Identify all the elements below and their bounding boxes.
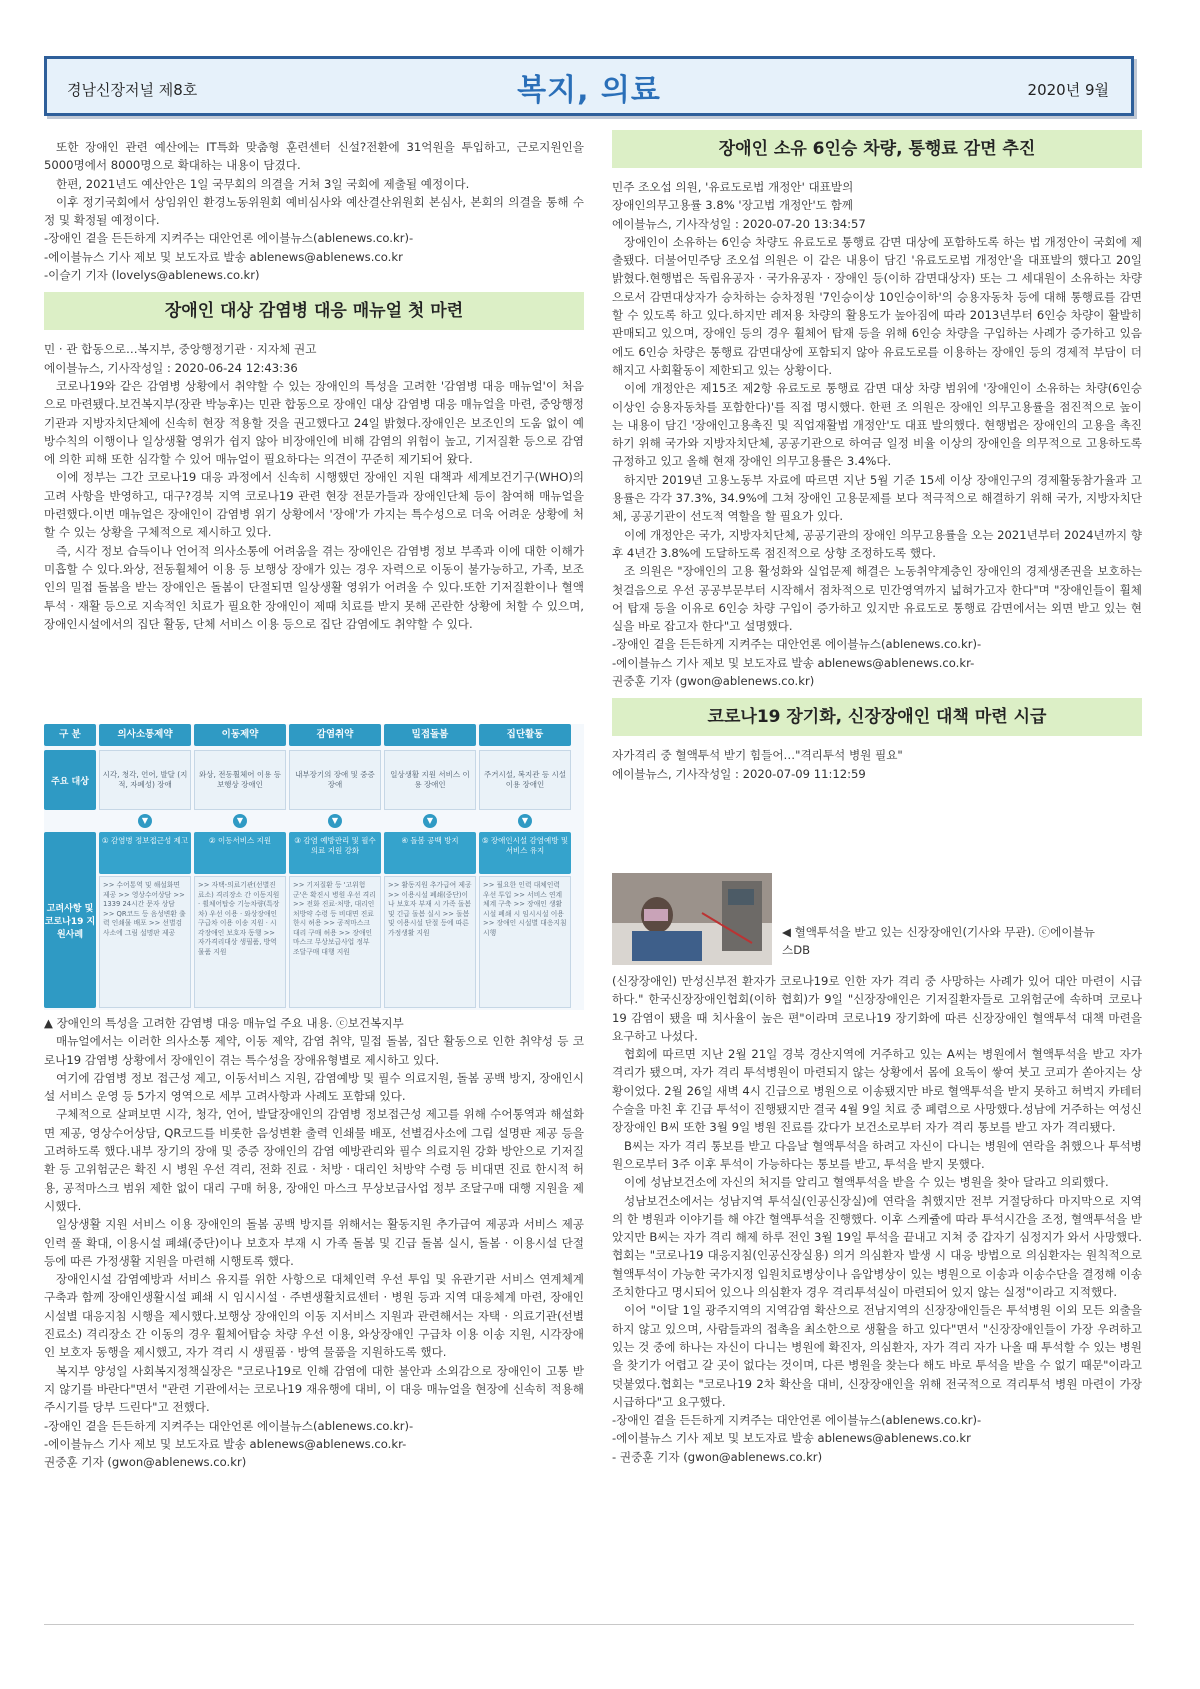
article-paragraph: 여기에 감염병 정보 접근성 제고, 이동서비스 지원, 감염예방 및 필수 의료지원, 돌봄 공백 방지, 장애인시설 서비스 운영 등 5가지 영역으로 세부 고려사항과 사례도 포함돼 있다. [44, 1070, 584, 1104]
issue-date: 2020년 9월 [1027, 81, 1109, 99]
section-title: 복지, 의료 [517, 73, 661, 108]
target-box: 일상생활 지원 서비스 이용 장애인 [384, 750, 476, 810]
article-paragraph: 구체적으로 살펴보면 시각, 청각, 언어, 발달장애인의 감염병 정보접근성 제고를 위해 수어통역과 해설화면 제공, 영상수어상담, QR코드를 비롯한 음성변환 출력 인쇄물 배포, 선별검사소에 그림 설명판 제공 등을 고려하도록 했다.내부 장기의 장애 및 중증 장애인의 감염 예방관리와 필수 의료지원 강화 방안으로 기저질환 등 고위험군은 확진 시 병원 우선 격리, 전화 진료 · 처방 · 대리인 처방약 수령 등 비대면 진료 한시적 허용, 공적마스크 범위 제한 없이 대리 구매 허용, 장애인 마스크 무상보급사업 정부 조달구매 대행 지원을 제시했다. [44, 1107, 584, 1213]
target-box: 주거시설, 복지관 등 시설 이용 장애인 [479, 750, 571, 810]
right-column-continued [612, 972, 1142, 1466]
chevron-down-icon: ▼ [138, 814, 152, 828]
article-paragraph: 성남보건소에서는 성남지역 투석실(인공신장실)에 연락을 취했지만 전부 거절당하다 마지막으로 지역의 한 병원과 이야기를 해 야간 혈액투석을 진행했다. 이후 스케쥴에 따라 투석시간을 조정, 혈액투석을 받았지만 B씨는 자가 격리 해제 하루 전인 3월 19일 투석을 끝내고 지쳐 중 갑자기 심정지가 와서 사망했다.협회는 "코로나19 대응지침(인공신장실용) 의거 의심환자 발생 시 대응 방법으로 의심환자는 원칙적으로 혈액투석이 가능한 국가지정 입원치료병상이나 음압병상이 있는 병원으로 이송과 이송수단을 결정해 이송 조치한다고 명시되어 있으나 의심환자 경우 격리투석실이 마련되어 있지 않는 실정"이라고 지적했다. [612, 1193, 1142, 1300]
credit-line: -에이블뉴스 기사 제보 및 보도자료 발송 ablenews@ablenews.co.kr [44, 249, 403, 264]
footer-divider [44, 1624, 1134, 1625]
article-paragraph: (신장장애인) 만성신부전 환자가 코로나19로 인한 자가 격리 중 사망하는 사례가 있어 대안 마련이 시급하다." 한국신장장애인협회(이하 협회)가 9일 "신장장애인은 기저질환자들로 고위험군에 속하며 코로나19 감염이 됐을 때 치사율이 높은 편"이라며 코로나19 장기화에 따른 신장장애인 혈액투석 대책 마련을 요구하고 나섰다. [612, 974, 1142, 1043]
article-paragraph: 즉, 시각 정보 습득이나 언어적 의사소통에 어려움을 겪는 장애인은 감염병 정보 부족과 이에 대한 이해가 미흡할 수 있다.와상, 전동휠체어 이용 등 보행상 장애가 있는 경우 자력으로 이동이 불가능하고, 가족, 보조인의 밀접 돌봄을 받는 장애인은 돌봄이 단절되면 일상생활 영위가 어려울 수 있다.또한 기저질환이나 혈액 투석 · 재활 등으로 지속적인 치료가 필요한 장애인이 제때 치료를 받지 못해 곤란한 상황에 처할 수 있으며, 장애인시설에서의 집단 활동, 단체 서비스 이용 등으로 집단 감염에도 취약할 수 있다. [44, 543, 584, 631]
infographic-header: 구 분 [44, 724, 96, 746]
topic-box: ③ 감염 예방관리 및 필수 의료 지원 강화 [289, 832, 381, 874]
article-paragraph: 이에 정부는 그간 코로나19 대응 과정에서 신속히 시행했던 장애인 지원 대책과 세계보건기구(WHO)의 고려 사항을 반영하고, 대구?경북 지역 코로나19 관련 현장 전문가들과 장애인단체 등이 참여해 매뉴얼을 마련했다.이번 매뉴얼은 장애인이 감염병 위기 상황에서 '장애'가 가지는 특수성으로 더욱 어려운 상황에 처할 수 있는 상황을 구체적으로 제시하고 있다. [44, 470, 584, 540]
photo-caption: ◀ 혈액투석을 받고 있는 신장장애인(기사와 무관). ⓒ에이블뉴스DB [782, 925, 1095, 958]
article-paragraph: 조 의원은 "장애인의 고용 활성화와 실업문제 해결은 노동취약계층인 장애인의 경제생존권을 보호하는 첫걸음으로 우선 공공부문부터 시작해서 점차적으로 민간영역까지 넓혀가고자 한다"며 "장애인들이 휠체어 탑재 등을 이유로 6인승 차량 구입이 증가하고 있지만 유료도로 통행료 감면에서는 외면 받고 있는 현실을 바로 잡고자 한다"고 설명했다. [612, 564, 1142, 634]
infographic-header: 밀접돌봄 [384, 724, 476, 746]
infographic-header: 이동제약 [194, 724, 286, 746]
article-paragraph: 장애인이 소유하는 6인승 차량도 유료도로 통행료 감면 대상에 포함하도록 하는 법 개정안이 국회에 제출됐다. 더불어민주당 조오섭 의원은 이 같은 내용이 담긴 '유료도로법 개정안'을 대표발의 했다고 20일 밝혔다.현행법은 독립유공자 · 국가유공자 · 장애인 등(이하 감면대상자) 또는 그 세대원이 소유하는 차량으로서 감면대상자가 승차하는 승차정원 '7인승이상 10인승이하'의 승용자동차 등에 대해 통행료를 감면할 수 있도록 하고 있다.하지만 레저용 차량의 활용도가 높아짐에 따라 2013년부터 6인승 차량이 활발히 판매되고 있으며, 장애인 등의 경우 휠체어 탑재 등을 위해 6인승 차량을 구입하는 사례가 증가하고 있음에도 6인승 차량은 통행료 감면대상에 포함되지 않아 유료도로를 이용하는 장애인 등의 경제적 부담이 더해지고 사회활동이 제한되고 있는 상황이다. [612, 234, 1142, 377]
article-paragraph: 이에 성남보건소에 자신의 처지를 알리고 혈액투석을 받을 수 있는 병원을 찾아 달라고 의뢰했다. [624, 1175, 1109, 1190]
credit-line: -이슬기 기자 (lovelys@ablenews.co.kr) [44, 268, 260, 283]
infographic-header-row [44, 724, 574, 746]
article-title-vehicle: 장애인 소유 6인승 차량, 통행료 감면 추진 [612, 130, 1142, 168]
chevron-down-icon: ▼ [328, 814, 342, 828]
credit-line: -장애인 곁을 든든하게 지켜주는 대안언론 에이블뉴스(ablenews.co.kr)- [44, 1418, 414, 1433]
article-subtitle: 민주 조오섭 의원, '유료도로법 개정안' 대표발의 [612, 180, 854, 194]
article-title-kidney: 코로나19 장기화, 신장장애인 대책 마련 시급 [612, 698, 1142, 736]
article-dateline: 에이블뉴스, 기사작성일 : 2020-07-20 13:34:57 [612, 216, 866, 231]
chevron-down-icon: ▼ [518, 814, 532, 828]
chevron-down-icon: ▼ [233, 814, 247, 828]
dialysis-photo [612, 873, 772, 965]
target-box: 와상, 전동휠체어 이용 등 보행상 장애인 [194, 750, 286, 810]
article-paragraph: 협회에 따르면 지난 2월 21일 경북 경산지역에 거주하고 있는 A씨는 병원에서 혈액투석을 받고 자가 격리가 됐으며, 자가 격리 투석병원이 마련되지 않는 상황에서 몸에 요독이 쌓여 붓고 코피가 쏟아지는 상황이었다. 2월 26일 새벽 4시 긴급으로 병원으로 이송됐지만 바로 혈액투석을 받지 못하고 허벅지 카테터 수술을 마친 후 긴급 투석이 진행됐지만 결국 4월 9일 치료 중 폐렴으로 사망했다.성남에 거주하는 여성신장장애인 B씨 또한 3월 9일 병원 진료를 갔다가 보건소로부터 자가 격리 통보를 받고 자가 격리됐다. [612, 1047, 1142, 1135]
photo-illustration [612, 873, 772, 965]
infographic-header: 집단활동 [479, 724, 571, 746]
target-box: 내부장기의 장애 및 중증 장애 [289, 750, 381, 810]
detail-box: >> 자택-의료기관(선별진료소) 격리장소 간 이동지원 · 휠체어탑승 기능차량(특장차) 우선 이용 · 와상장애인 구급차 이용 이송 지원 · 시각장애인 보호자 동행 >> 자가격리대상 생필품, 방역물품 지원 [194, 876, 286, 1008]
infographic-header: 의사소통제약 [99, 724, 191, 746]
article-paragraph: 장애인시설 감염예방과 서비스 유지를 위한 사항으로 대체인력 우선 투입 및 유관기관 서비스 연계체계 구축과 함께 장애인생활시설 폐쇄 시 임시시설 · 주변생활치료센터 · 병원 등과 지역 대응체계 마련, 장애인 시설별 대응지침 시행을 제시했다.보행상 장애인의 이동 지서비스 지원과 관련해서는 자택 · 의료기관(선별진료소) 격리장소 간 이동의 경우 휠체어탑승 차량 우선 이용, 와상장애인 구급차 이용 이송 지원, 시각장애인 보호자 동행을 제시했고, 자가 격리 시 생필품 · 방역 물품을 지원하도록 했다. [44, 1272, 584, 1360]
intro-paragraph: 한편, 2021년도 예산안은 1일 국무회의 의결을 거쳐 3일 국회에 제출될 예정이다. [56, 176, 470, 191]
article-paragraph: 이어 "이달 1일 광주지역의 지역감염 확산으로 전남지역의 신장장애인들은 투석병원 이외 모든 외출을 하지 않고 있으며, 사람들과의 접촉을 최소한으로 생활을 하고 있다"면서 "신장장애인들이 가장 우려하고 있는 것 중에 하나는 자신이 다니는 병원에 확진자, 의심환자, 자가 격리 자가 나올 때 투석할 수 있는 병원을 찾기가 어렵고 갈 곳이 없다는 것이며, 다른 병원을 찾는다 해도 바로 투석을 받을 수 없기 때문"이라고 덧붙였다.협회는 "코로나19 2차 확산을 대비, 신장장애인을 위해 전국적으로 격리투석 병원 마련이 가장 시급하다"고 요구했다. [612, 1303, 1142, 1409]
article-paragraph: 매뉴얼에서는 이러한 의사소통 제약, 이동 제약, 감염 취약, 밀접 돌봄, 집단 활동으로 인한 취약성 등 코로나19 감염병 상황에서 장애인이 겪는 특수성을 장애유형별로 제시하고 있다. [44, 1034, 584, 1067]
credit-line: -에이블뉴스 기사 제보 및 보도자료 발송 ablenews@ablenews.co.kr [612, 1431, 971, 1446]
left-column [44, 138, 584, 633]
article-title-manual: 장애인 대상 감염병 대응 매뉴얼 첫 마련 [44, 292, 584, 330]
detail-box: >> 활동지원 추가급여 제공 >> 이용시설 폐쇄(중단)이나 보호자 부재 시 가족 돌봄 및 긴급 돌봄 실시 >> 돌봄 및 이용시설 단절 등에 따른 가정생활 지원 [384, 876, 476, 1008]
topic-box: ① 감염병 정보접근성 제고 [99, 832, 191, 874]
article-paragraph: 일상생활 지원 서비스 이용 장애인의 돌봄 공백 방지를 위해서는 활동지원 추가급여 제공과 서비스 제공인력 풀 확대, 이용시설 폐쇄(중단)이나 보호자 부재 시 가족 돌봄 및 긴급 돌봄 실시, 돌봄 · 이용시설 단절 등에 따른 가정생활 지원을 마련해 시행토록 했다. [44, 1217, 584, 1268]
article-paragraph: 하지만 2019년 고용노동부 자료에 따르면 지난 5월 기준 15세 이상 장애인구의 경제활동참가율과 고용률은 각각 37.3%, 34.9%에 그쳐 장애인 고용문제를 보다 적극적으로 해결하기 위해 국가, 지방자치단체, 공공기관이 선도적 역할을 할 필요가 있다. [612, 472, 1142, 524]
figure-caption: ▲ 장애인의 특성을 고려한 감염병 대응 매뉴얼 주요 내용. ⓒ보건복지부 [44, 1016, 404, 1030]
credit-line: 권중훈 기자 (gwon@ablenews.co.kr) [612, 674, 815, 689]
article-dateline: 에이블뉴스, 기사작성일 : 2020-06-24 12:43:36 [44, 360, 298, 375]
topic-box: ④ 돌봄 공백 방지 [384, 832, 476, 874]
journal-issue: 경남신장저널 제8호 [67, 81, 198, 99]
intro-paragraph: 이후 정기국회에서 상임위인 환경노동위원회 예비심사와 예산결산위원회 본심사, 본회의 의결을 통해 수정 및 확정될 예정이다. [44, 194, 584, 228]
article-subtitle: 자가격리 중 혈액투석 받기 힘들어…"격리투석 병원 필요" [612, 748, 903, 763]
detail-box: >> 수어통역 및 해설화면 제공 >> 영상수어상담 >> 1339 24시간 문자 상담 >> QR코드 등 음성변환 출력 인쇄물 배포 >> 선별검사소에 그림 설명판 제공 [99, 876, 191, 1008]
credit-line: -에이블뉴스 기사 제보 및 보도자료 발송 ablenews@ablenews.co.kr- [44, 1436, 407, 1451]
article-paragraph: 이에 개정안은 제15조 제2항 유료도로 통행료 감면 대상 차량 범위에 '장애인이 소유하는 차량(6인승 이상인 승용자동차를 포함한다)'를 직접 명시했다. 한편 조 의원은 장애인 의무고용률을 점진적으로 높이는 내용이 담긴 '장애인고용촉진 및 직업재활법 개정안'도 대표 발의했다. 현행법은 장애인의 고용을 촉진하기 위해 국가와 지방자치단체, 공공기관으로 하여금 일정 비율 이상의 장애인을 의무적으로 고용하도록 규정하고 있고 올해 현재 장애인 의무고용률은 3.4%다. [612, 381, 1142, 469]
left-column-continued [44, 1014, 584, 1471]
article-subtitle: 민 · 관 합동으로…복지부, 중앙행정기관 · 지자체 권고 [44, 342, 317, 357]
credit-line: -장애인 곁을 든든하게 지켜주는 대안언론 에이블뉴스(ablenews.co.kr)- [612, 637, 982, 652]
topic-box: ② 이동서비스 지원 [194, 832, 286, 874]
intro-paragraph: 또한 장애인 관련 예산에는 IT특화 맞춤형 훈련센터 신설?전환에 31억원을 투입하고, 근로지원인을 5000명에서 8000명으로 확대하는 내용이 담겼다. [44, 140, 584, 173]
infographic-header: 감염취약 [289, 724, 381, 746]
credit-line: -장애인 곁을 든든하게 지켜주는 대안언론 에이블뉴스(ablenews.co.kr)- [44, 231, 414, 246]
credit-line: 권중훈 기자 (gwon@ablenews.co.kr) [44, 1455, 247, 1470]
article-paragraph: 이에 개정안은 국가, 지방자치단체, 공공기관의 장애인 의무고용률을 오는 2021년부터 2024년까지 향후 4년간 3.8%에 도달하도록 점진적으로 상향 조정하도록 했다. [612, 527, 1142, 560]
target-box: 시각, 청각, 언어, 발달 (지적, 자폐성) 장애 [99, 750, 191, 810]
target-label: 주요 대상 [44, 750, 96, 810]
topic-box: ⑤ 장애인시설 감염예방 및 서비스 유지 [479, 832, 571, 874]
article-subtitle: 장애인의무고용률 3.8% '장고법 개정안'도 함께 [612, 198, 853, 213]
article-paragraph: 코로나19와 같은 감염병 상황에서 취약할 수 있는 장애인의 특성을 고려한 '감염병 대응 매뉴얼'이 처음으로 마련됐다.보건복지부(장관 박능후)는 민관 합동으로 장애인 대상 감염병 대응 매뉴얼을 마련, 중앙행정기관과 지방자치단체에 신속히 현장 적용할 것을 권고했다고 24일 밝혔다.장애인은 보조인의 도움 없이 예방수칙의 이행이나 일상생활 영위가 쉽지 않아 비장애인에 비해 감염의 위험이 높고, 기저질환 등으로 감염에 의한 피해 또한 심각할 수 있어 매뉴얼이 필요하다는 의견이 꾸준히 제기되어 왔다. [44, 378, 584, 467]
detail-box: >> 기저질환 등 '고위험군'은 확진시 병원 우선 격리 >> 전화 진료·처방, 대리인 처방약 수령 등 비대면 진료 한시 허용 >> 공적마스크 대리 구매 허용 >> 장애인마스크 무상보급사업 정부 조달구매 대행 지원 [289, 876, 381, 1008]
credit-line: -장애인 곁을 든든하게 지켜주는 대안언론 에이블뉴스(ablenews.co.kr)- [612, 1413, 982, 1428]
article-paragraph: 복지부 양성일 사회복지정책실장은 "코로나19로 인해 감염에 대한 불안과 소외감으로 장애인이 고통 받지 않기를 바란다"면서 "관련 기관에서는 코로나19 재유행에 대비, 이 대응 매뉴얼을 현장에 신속히 적용해 주시기를 당부 드린다"고 전했다. [44, 1363, 584, 1415]
credit-line: -에이블뉴스 기사 제보 및 보도자료 발송 ablenews@ablenews.co.kr- [612, 655, 975, 670]
manual-infographic [44, 724, 584, 1010]
considerations-label: 고려사항 및 코로나19 지원사례 [44, 832, 96, 1008]
chevron-down-icon: ▼ [423, 814, 437, 828]
right-column [612, 130, 1142, 783]
article-dateline: 에이블뉴스, 기사작성일 : 2020-07-09 11:12:59 [612, 766, 866, 781]
page-header [44, 56, 1134, 116]
article-paragraph: B씨는 자가 격리 통보를 받고 다음날 혈액투석을 하려고 자신이 다니는 병원에 연락을 취했으나 투석병원으로부터 3주 이후 투석이 가능하다는 통보를 받고, 투석을 받지 못했다. [612, 1138, 1142, 1171]
credit-line: - 권중훈 기자 (gwon@ablenews.co.kr) [612, 1449, 823, 1464]
detail-box: >> 필요한 인력 대체인력 우선 투입 >> 서비스 연계 체계 구축 >> 장애인 생활시설 폐쇄 시 임시시설 이용 >> 장애인 시설별 대응지침 시행 [479, 876, 571, 1008]
